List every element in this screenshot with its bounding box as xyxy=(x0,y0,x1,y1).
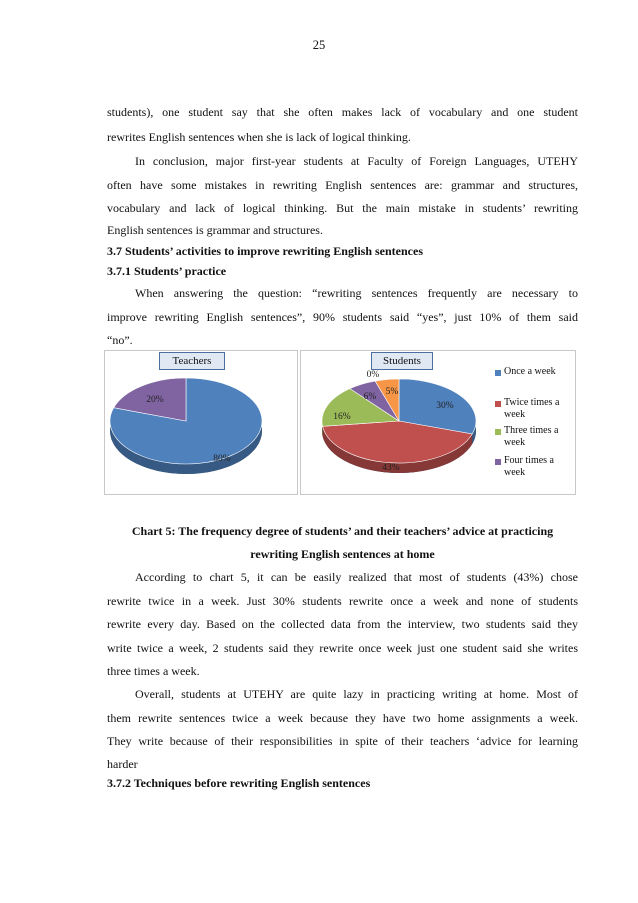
students-label-three: 16% xyxy=(333,412,351,422)
para3-line: When answering the question: “rewriting sentences frequently are necessary to xyxy=(135,286,578,300)
para4-line: three times a week. xyxy=(107,664,200,678)
para1-line: students), one student say that she often makes lack of vocabulary and one student xyxy=(107,105,578,119)
legend-four-label: Four times a xyxy=(504,455,554,466)
para2-line: often have some mistakes in rewriting English sentences are: grammar and structures, xyxy=(107,178,578,192)
para5-line: Overall, students at UTEHY are quite lazy in practicing writing at home. Most of xyxy=(135,687,578,701)
para1-line: rewrites English sentences when she is lack of logical thinking. xyxy=(107,130,411,144)
para2-line: In conclusion, major first-year students at Faculty of Foreign Languages, UTEHY xyxy=(135,154,578,168)
para5-line: harder xyxy=(107,757,138,771)
legend-twice-label: Twice times a xyxy=(504,397,560,408)
students-label-twice: 43% xyxy=(382,463,400,473)
legend-three-label: Three times a xyxy=(504,425,559,436)
teachers-chart-title: Teachers xyxy=(159,352,225,370)
para5-line: them rewrite sentences twice a week because they have two home assignments a week. xyxy=(107,711,578,725)
students-chart-title: Students xyxy=(371,352,433,370)
students-label-zero: 0% xyxy=(366,370,380,380)
para2-line: vocabulary and lack of logical thinking. But the main mistake in students’ rewriting xyxy=(107,201,578,215)
section-heading: 3.7 Students’ activities to improve rewriting English sentences xyxy=(107,244,423,258)
para3-line: “no”. xyxy=(107,333,133,347)
students-label-other: 5% xyxy=(385,387,399,397)
para4-line: rewrite every day. Based on the collected data from the interview, two students said they xyxy=(107,617,578,631)
legend-swatch-once xyxy=(495,370,501,376)
teachers-label-four: 20% xyxy=(146,395,164,405)
subsection-heading: 3.7.1 Students’ practice xyxy=(107,264,227,278)
legend-once-label: Once a week xyxy=(504,366,556,377)
page-number: 25 xyxy=(312,38,326,52)
para5-line: They write because of their responsibilities in spite of their teachers ‘advice for learning xyxy=(107,734,578,748)
para3-line: improve rewriting English sentences”, 90% students said “yes”, just 10% of them said xyxy=(107,310,578,324)
para4-line: According to chart 5, it can be easily realized that most of students (43%) chose xyxy=(135,570,578,584)
legend-twice-label: week xyxy=(504,409,526,420)
legend-four-label: week xyxy=(504,467,526,478)
legend-swatch-three xyxy=(495,429,501,435)
teachers-label-once: 80% xyxy=(213,454,231,464)
legend-swatch-twice xyxy=(495,401,501,407)
para4-line: rewrite twice in a week. Just 30% students rewrite once a week and none of students xyxy=(107,594,578,608)
students-label-once: 30% xyxy=(436,401,454,411)
chart-caption: rewriting English sentences at home xyxy=(250,547,435,561)
para2-line: English sentences is grammar and structures. xyxy=(107,223,323,237)
legend-swatch-four xyxy=(495,459,501,465)
para4-line: write twice a week, 2 students said they rewrite once week just one student said she writes xyxy=(107,641,578,655)
subsection-heading: 3.7.2 Techniques before rewriting English sentences xyxy=(107,776,371,790)
students-label-four: 6% xyxy=(363,392,377,402)
legend-three-label: week xyxy=(504,437,526,448)
chart-caption: Chart 5: The frequency degree of students’ and their teachers’ advice at practicing xyxy=(131,524,554,538)
